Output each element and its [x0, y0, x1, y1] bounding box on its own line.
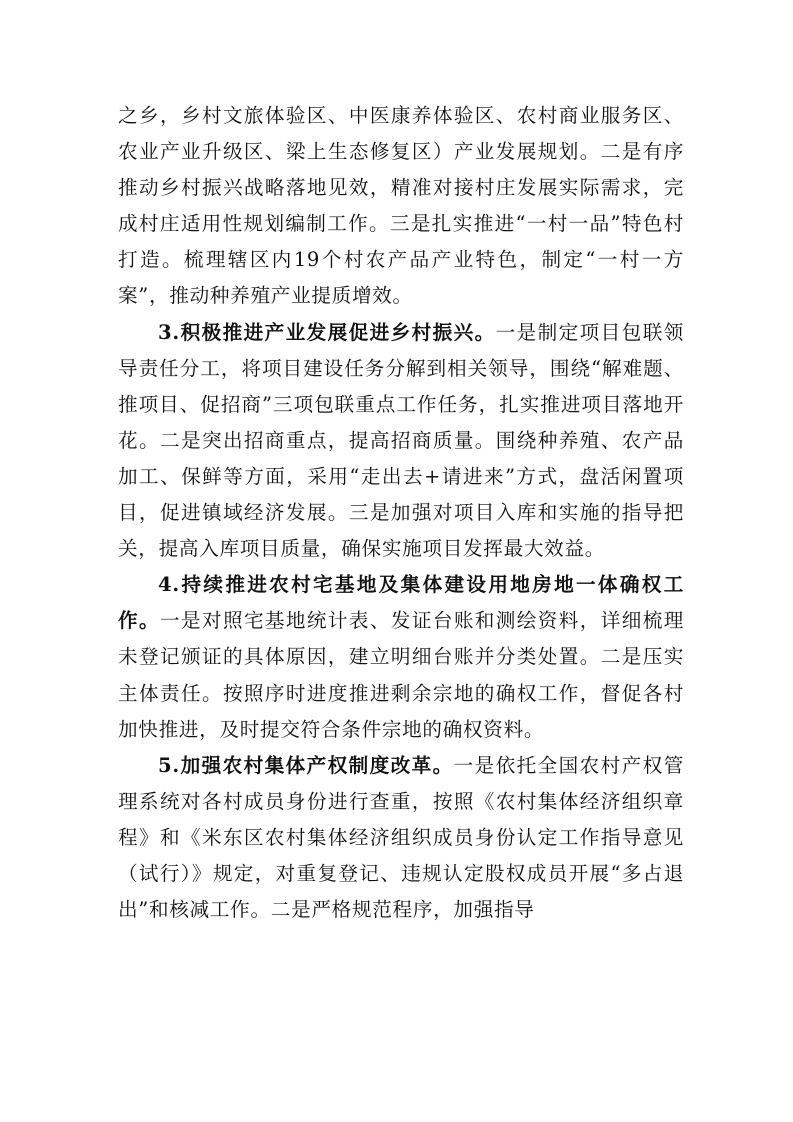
- paragraph-text: 一是依托全国农村产权管理系统对各村成员身份进行查重，按照《农村集体经济组织章程》和《米东区农村集体经济组织成员身份认定工作指导意见（试行）》规定，对重复登记、违规认定股权成员开展“多占退出”和核减工作。二是严格规范程序，加强指导: [118, 753, 684, 922]
- paragraph-text: 之乡，乡村文旅体验区、中医康养体验区、农村商业服务区、农业产业升级区、梁上生态修复区）产业发展规划。二是有序推动乡村振兴战略落地见效，精准对接村庄发展实际需求，完成村庄适用性规划编制工作。三是扎实推进“一村一品”特色村打造。梳理辖区内19个村农产品产业特色，制定“一村一方案”，推动种养殖产业提质增效。: [118, 104, 684, 308]
- paragraph-text: 一是对照宅基地统计表、发证台账和测绘资料，详细梳理未登记颁证的具体原因，建立明细台账并分类处置。二是压实主体责任。按照序时进度推进剩余宗地的确权工作，督促各村加快推进，及时提交符合条件宗地的确权资料。: [118, 609, 685, 741]
- paragraph-continuation: [118, 98, 684, 315]
- section-heading-3: 3.积极推进产业发展促进乡村振兴。: [158, 320, 496, 344]
- section-heading-5: 5.加强农村集体产权制度改革。: [158, 753, 454, 777]
- paragraph-text: 一是制定项目包联领导责任分工，将项目建设任务分解到相关领导，围绕“解难题、推项目、促招商”三项包联重点工作任务，扎实推进项目落地开花。二是突出招商重点，提高招商质量。围绕种养殖、农产品加工、保鲜等方面，采用“走出去+请进来”方式，盘活闲置项目，促进镇域经济发展。三是加强对项目入库和实施的指导把关，提高入库项目质量，确保实施项目发挥最大效益。: [118, 320, 684, 561]
- document-page: [118, 98, 684, 928]
- paragraph-section-3: [118, 315, 684, 568]
- paragraph-section-5: [118, 748, 684, 928]
- paragraph-section-4: [118, 567, 684, 747]
- section-heading-4: 4.持续推进农村宅基地及集体建设用地房地一体确权工作。: [118, 573, 684, 633]
